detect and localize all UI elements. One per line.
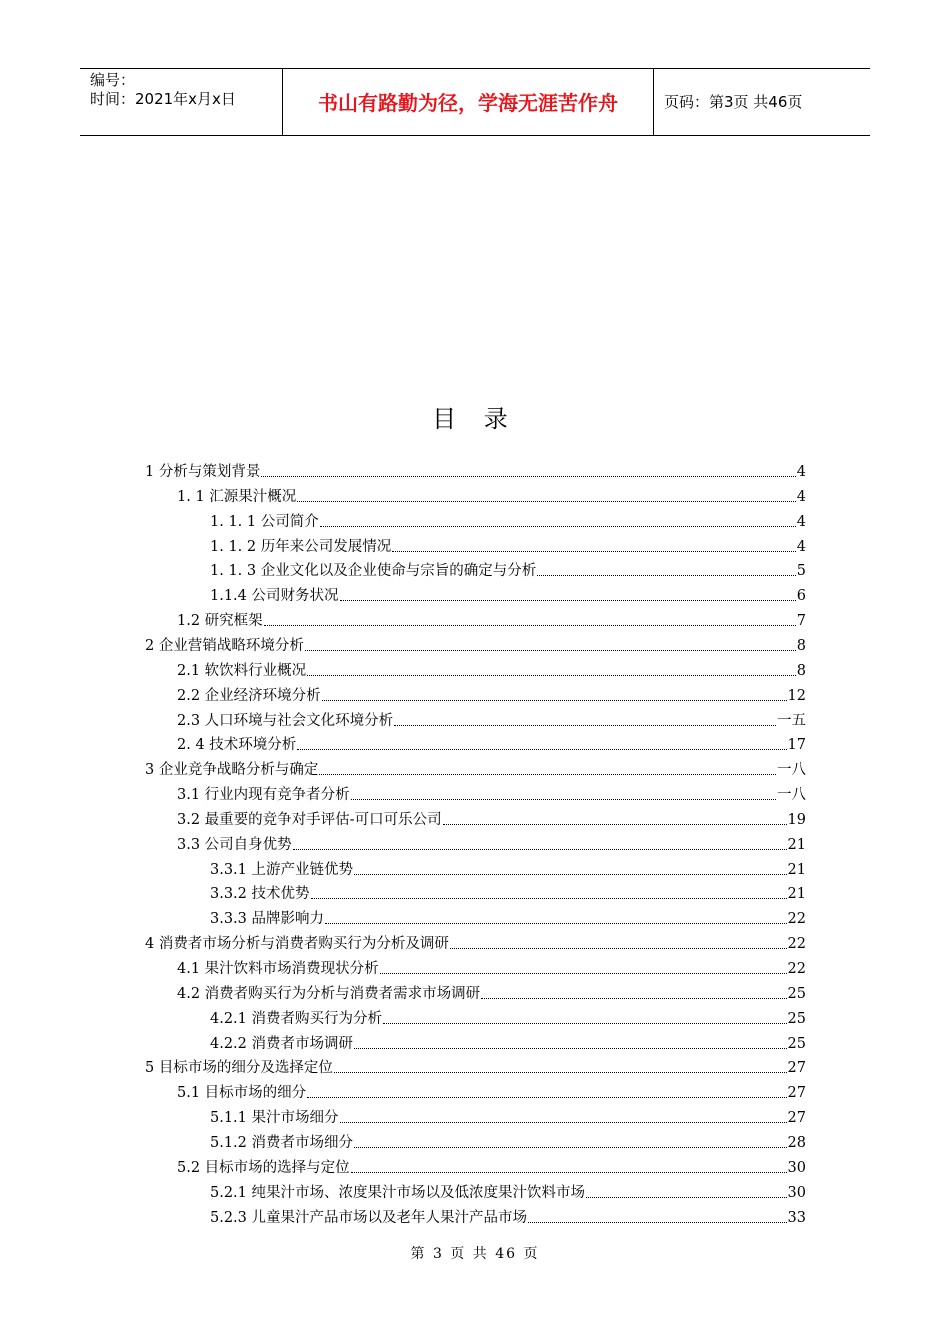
toc-dot-leader	[354, 1147, 787, 1148]
toc-entry[interactable]	[210, 1104, 806, 1128]
toc-entry-title: 2.2 企业经济环境分析	[177, 687, 321, 704]
toc-dot-leader	[311, 898, 787, 899]
toc-entry-title: 2. 4 技术环境分析	[177, 737, 297, 754]
toc-entry-page: 一八	[777, 762, 806, 779]
page-footer: 第 3 页 共 46 页	[410, 1246, 540, 1262]
toc-entry[interactable]	[210, 1179, 806, 1203]
toc-entry-title: 4.1 果汁饮料市场消费现状分析	[177, 961, 379, 977]
toc-entry-title: 2 企业营销战略环境分析	[145, 637, 304, 654]
toc-dot-leader	[319, 774, 776, 775]
serial-label: 编号：	[90, 71, 136, 89]
toc-entry-title: 5.1 目标市场的细分	[177, 1085, 307, 1102]
toc-entry[interactable]	[210, 905, 806, 929]
toc-dot-leader	[481, 998, 786, 999]
toc-dot-leader	[340, 600, 796, 601]
toc-entry-title: 5.2 目标市场的选择与定位	[177, 1159, 350, 1176]
toc-entry-page: 17	[787, 737, 806, 754]
toc-entry[interactable]	[177, 682, 806, 706]
toc-entry[interactable]	[177, 707, 806, 731]
toc-entry[interactable]	[145, 458, 806, 482]
header-info-cell	[80, 69, 282, 135]
toc-entry-title: 4.2.2 消费者市场调研	[210, 1035, 354, 1052]
toc-entry-title: 1.1.4 公司财务状况	[210, 588, 339, 605]
toc-entry-page: 27	[787, 1110, 806, 1127]
toc-entry-title: 3.2 最重要的竞争对手评估-可口可乐公司	[177, 811, 442, 828]
toc-dot-leader	[354, 874, 787, 875]
toc-entry-page: 25	[787, 1035, 806, 1052]
toc-entry-page: 30	[787, 1184, 806, 1201]
toc-dot-leader	[320, 526, 796, 527]
toc-entry-title: 5.2.1 纯果汁市场、浓度果汁市场以及低浓度果汁饮料市场	[210, 1184, 586, 1201]
toc-entry[interactable]	[210, 508, 806, 532]
toc-entry[interactable]	[210, 856, 806, 880]
toc-entry[interactable]	[177, 731, 806, 755]
toc-dot-leader	[297, 501, 795, 502]
toc-entry-title: 3.3.1 上游产业链优势	[210, 861, 354, 878]
toc-entry-page: 4	[796, 513, 806, 530]
toc-entry[interactable]	[210, 582, 806, 606]
toc-dot-leader	[351, 799, 776, 800]
toc-entry-page: 25	[787, 1010, 806, 1027]
toc-entry-title: 5.1.1 果汁市场细分	[210, 1110, 339, 1127]
toc-entry-page: 4	[796, 538, 806, 555]
toc-entry-title: 1. 1. 2 历年来公司发展情况	[210, 538, 392, 555]
toc-entry[interactable]	[210, 533, 806, 557]
toc-entry[interactable]	[145, 1054, 806, 1078]
toc-entry[interactable]	[177, 657, 806, 681]
toc-dot-leader	[383, 1023, 787, 1024]
date-label: 时间：2021年x月x日	[90, 90, 236, 108]
toc-entry-page: 21	[787, 836, 806, 853]
motto-text: 书山有路勤为径，学海无涯苦作舟	[318, 91, 618, 115]
toc-entry[interactable]	[145, 632, 806, 656]
toc-entry-title: 1. 1 汇源果汁概况	[177, 488, 297, 505]
toc-dot-leader	[443, 824, 787, 825]
toc-dot-leader	[392, 551, 796, 552]
toc-entry[interactable]	[177, 607, 806, 631]
toc-entry-page: 一五	[777, 712, 806, 729]
toc-entry[interactable]	[177, 831, 806, 855]
toc-entry[interactable]	[145, 930, 806, 954]
toc-entry[interactable]	[177, 955, 806, 979]
toc-entry[interactable]	[210, 1204, 806, 1228]
toc-dot-leader	[354, 1048, 787, 1049]
toc-entry-title: 5.2.3 儿童果汁产品市场以及老年人果汁产品市场	[210, 1209, 528, 1226]
toc-dot-leader	[450, 948, 787, 949]
toc-entry-page: 8	[796, 662, 806, 679]
toc-entry-page: 5	[796, 563, 806, 580]
toc-entry[interactable]	[210, 1030, 806, 1054]
toc-entry-title: 4.2 消费者购买行为分析与消费者需求市场调研	[177, 985, 481, 1002]
toc-entry-title: 4 消费者市场分析与消费者购买行为分析及调研	[145, 936, 449, 953]
toc-entry-page: 27	[787, 1085, 806, 1102]
toc-dot-leader	[528, 1222, 787, 1223]
toc-entry-page: 22	[787, 911, 806, 928]
toc-entry-page: 一八	[777, 787, 806, 804]
header-motto-cell	[282, 69, 654, 135]
toc-entry-page: 30	[787, 1159, 806, 1176]
toc-dot-leader	[380, 973, 787, 974]
toc-entry-title: 2.1 软饮料行业概况	[177, 662, 307, 679]
toc-dot-leader	[297, 749, 786, 750]
header-page-cell	[654, 69, 870, 135]
toc-entry-page: 7	[796, 613, 806, 630]
toc-dot-leader	[325, 923, 787, 924]
toc-title: 目 录	[432, 405, 518, 433]
toc-entry-title: 3 企业竞争战略分析与确定	[145, 762, 319, 779]
toc-entry[interactable]	[145, 756, 806, 780]
toc-entry-title: 5.1.2 消费者市场细分	[210, 1134, 354, 1151]
toc-entry-title: 1. 1. 3 企业文化以及企业使命与宗旨的确定与分析	[210, 563, 537, 580]
toc-entry[interactable]	[177, 806, 806, 830]
toc-dot-leader	[261, 476, 795, 477]
toc-dot-leader	[334, 1072, 787, 1073]
toc-entry-page: 19	[787, 811, 806, 828]
toc-entry-page: 21	[787, 861, 806, 878]
toc-dot-leader	[264, 625, 796, 626]
toc-entry-title: 3.3 公司自身优势	[177, 836, 292, 853]
page-number-label: 页码：第3页 共46页	[664, 93, 803, 111]
toc-entry-page: 28	[787, 1134, 806, 1151]
toc-entry-title: 3.3.3 品牌影响力	[210, 911, 325, 928]
toc-entry-page: 4	[796, 488, 806, 505]
toc-entry-title: 5 目标市场的细分及选择定位	[145, 1060, 333, 1077]
toc-entry-page: 4	[796, 464, 806, 480]
toc-dot-leader	[340, 1122, 787, 1123]
toc-entry[interactable]	[177, 1079, 806, 1103]
toc-dot-leader	[586, 1197, 787, 1198]
toc-dot-leader	[305, 650, 796, 651]
toc-entry-page: 21	[787, 886, 806, 903]
toc-entry[interactable]	[210, 557, 806, 581]
toc-entry[interactable]	[210, 880, 806, 904]
toc-entry-title: 1.2 研究框架	[177, 613, 263, 630]
toc-entry-page: 33	[787, 1209, 806, 1226]
toc-entry-page: 12	[787, 687, 806, 704]
toc-entry-title: 1 分析与策划背景	[145, 464, 261, 480]
toc-entry-title: 3.1 行业内现有竞争者分析	[177, 787, 350, 804]
toc-dot-leader	[394, 725, 776, 726]
toc-entry-page: 8	[796, 637, 806, 654]
toc-entry-page: 6	[796, 588, 806, 605]
toc-entry[interactable]	[177, 980, 806, 1004]
toc-entry-page: 27	[787, 1060, 806, 1077]
toc-entry-title: 2.3 人口环境与社会文化环境分析	[177, 712, 394, 729]
toc-dot-leader	[537, 575, 796, 576]
page-header	[80, 68, 870, 136]
toc-dot-leader	[307, 1097, 786, 1098]
toc-entry-page: 22	[787, 961, 806, 977]
toc-entry-page: 22	[787, 936, 806, 953]
toc-entry-title: 1. 1. 1 公司简介	[210, 513, 319, 530]
toc-entry[interactable]	[177, 483, 806, 507]
toc-dot-leader	[307, 675, 796, 676]
toc-entry[interactable]	[177, 781, 806, 805]
toc-entry[interactable]	[177, 1154, 806, 1178]
toc-dot-leader	[293, 849, 787, 850]
toc-entry-title: 4.2.1 消费者购买行为分析	[210, 1010, 383, 1027]
toc-entry[interactable]	[210, 1129, 806, 1153]
toc-dot-leader	[322, 700, 787, 701]
toc-entry-page: 25	[787, 985, 806, 1002]
toc-entry-title: 3.3.2 技术优势	[210, 886, 310, 903]
toc-entry[interactable]	[210, 1005, 806, 1029]
toc-dot-leader	[351, 1172, 787, 1173]
